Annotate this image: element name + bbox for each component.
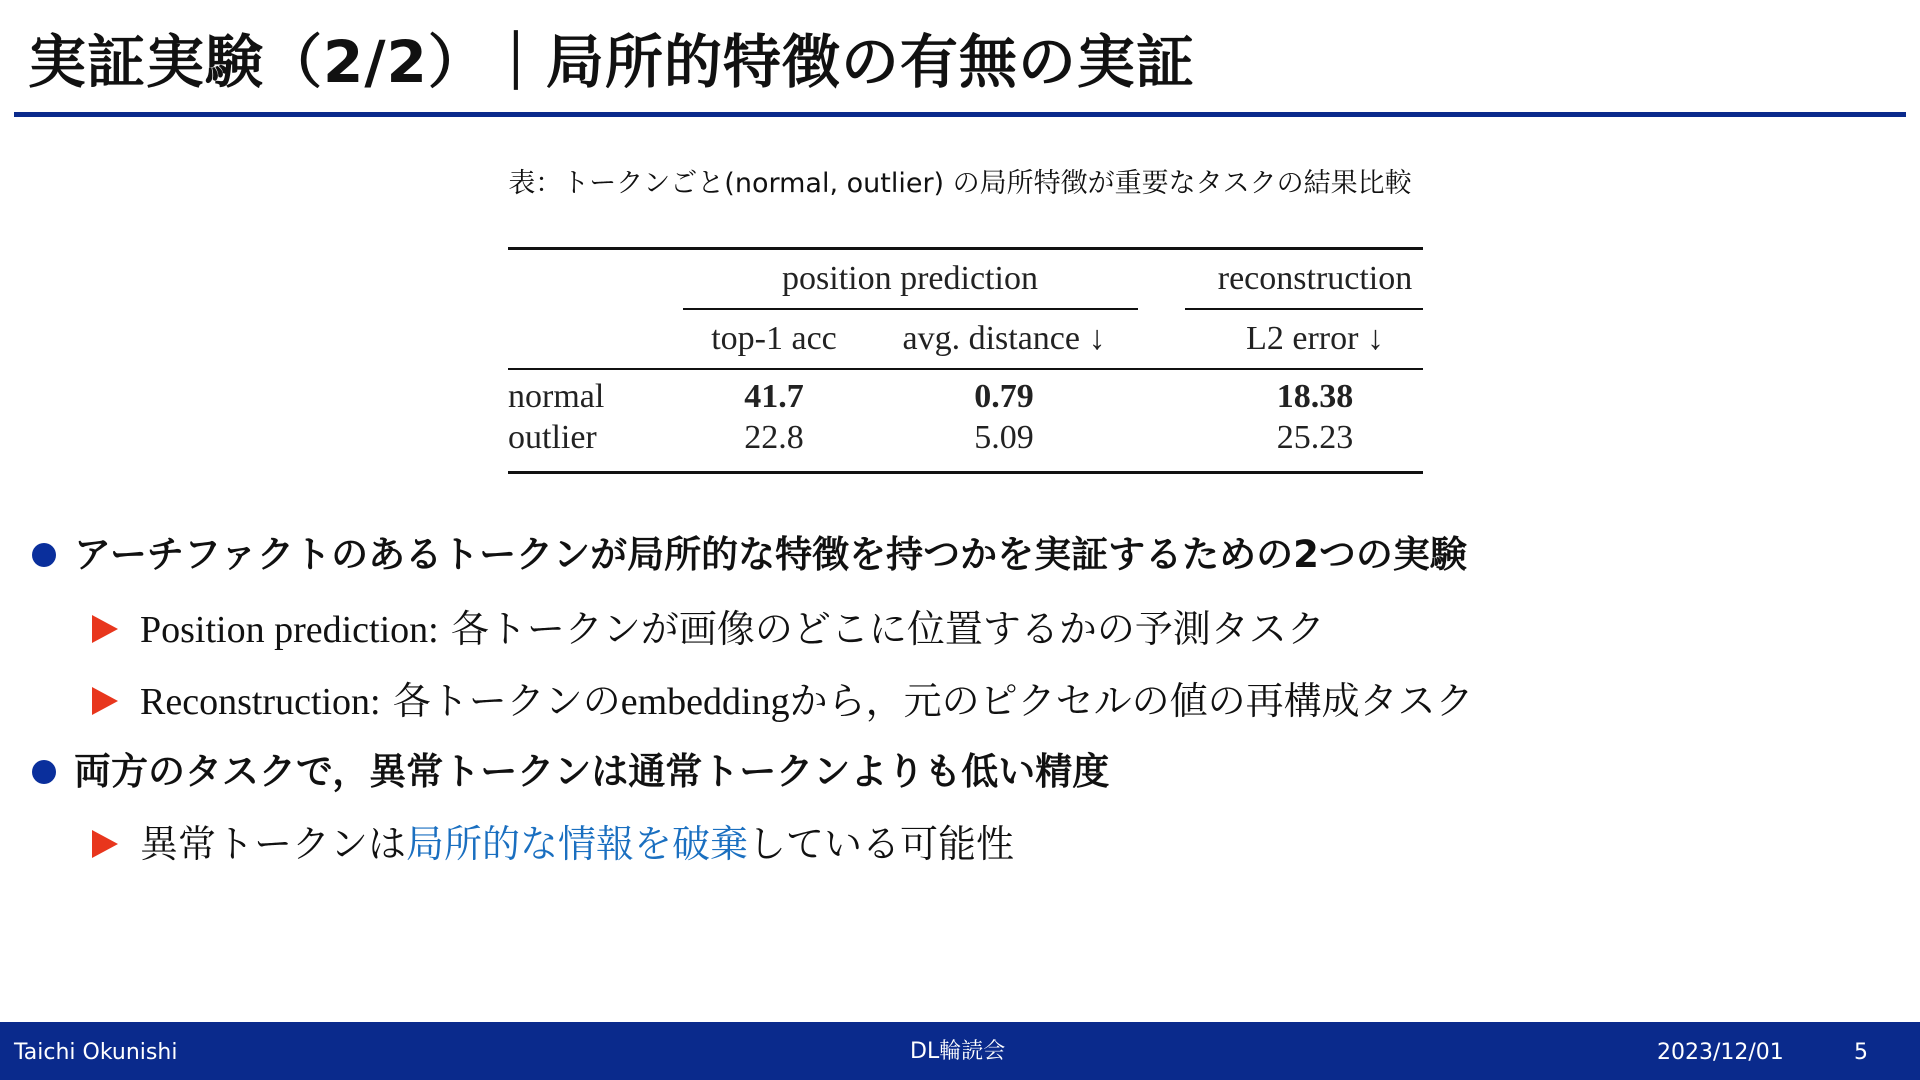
footer-event: DL輪読会 (910, 1039, 1006, 1064)
column-header-top1-acc: top-1 acc (711, 320, 837, 357)
arrow-icon (92, 687, 118, 715)
term-position-prediction: Position prediction: (140, 609, 439, 651)
title-underline (14, 112, 1906, 117)
description: 各トークンが画像のどこに位置するかの予測タスク (450, 607, 1325, 651)
group-rule-position-prediction (683, 308, 1138, 310)
table-mid-rule (508, 368, 1423, 370)
arrow-icon (92, 615, 118, 643)
results-table (508, 247, 1423, 474)
row-label-normal: normal (508, 378, 605, 415)
cell-normal-l2-error: 18.38 (1276, 378, 1354, 415)
slide-title: 実証実験（2/2）｜局所的特徴の有無の実証 (28, 28, 1195, 96)
arrow-icon (92, 830, 118, 858)
description-part1: 各トークンの (392, 679, 621, 723)
footer-page-number: 5 (1854, 1040, 1868, 1065)
group-rule-reconstruction (1185, 308, 1423, 310)
sub-bullet-text (140, 604, 1325, 655)
sub-bullet-text (140, 819, 1014, 869)
cell-outlier-top1-acc: 22.8 (744, 419, 804, 456)
group-header-reconstruction: reconstruction (1217, 260, 1413, 297)
table-caption: 表：トークンごと(normal, outlier) の局所特徴が重要なタスクの結果比較 (508, 168, 1412, 199)
cell-outlier-avg-distance: 5.09 (974, 419, 1034, 456)
footer-date: 2023/12/01 (1657, 1040, 1784, 1065)
cell-normal-avg-distance: 0.79 (974, 378, 1034, 415)
sub-bullet-text (140, 676, 1474, 727)
footer-bar (0, 1022, 1920, 1080)
description-part2: から，元のピクセルの値の再構成タスク (789, 679, 1474, 723)
term-reconstruction: Reconstruction: (140, 681, 381, 723)
text-post: している可能性 (748, 822, 1015, 866)
row-label-outlier: outlier (508, 419, 597, 456)
bullet-dot (32, 543, 56, 567)
term-embedding: embedding (620, 681, 790, 723)
footer-author: Taichi Okunishi (14, 1040, 178, 1065)
table-bottom-rule (508, 471, 1423, 474)
cell-outlier-l2-error: 25.23 (1276, 419, 1354, 456)
bullet-dot (32, 760, 56, 784)
table-top-rule (508, 247, 1423, 250)
column-header-avg-distance: avg. distance ↓ (902, 320, 1106, 357)
highlighted-phrase: 局所的な情報を破棄 (406, 822, 749, 866)
bullet-text: アーチファクトのあるトークンが局所的な特徴を持つかを実証するための2つの実験 (74, 533, 1467, 576)
group-header-position-prediction: position prediction (782, 260, 1038, 297)
cell-normal-top1-acc: 41.7 (744, 378, 804, 415)
text-pre: 異常トークンは (140, 822, 407, 866)
bullet-text: 両方のタスクで，異常トークンは通常トークンよりも低い精度 (74, 750, 1110, 793)
column-header-l2-error: L2 error ↓ (1246, 320, 1384, 357)
